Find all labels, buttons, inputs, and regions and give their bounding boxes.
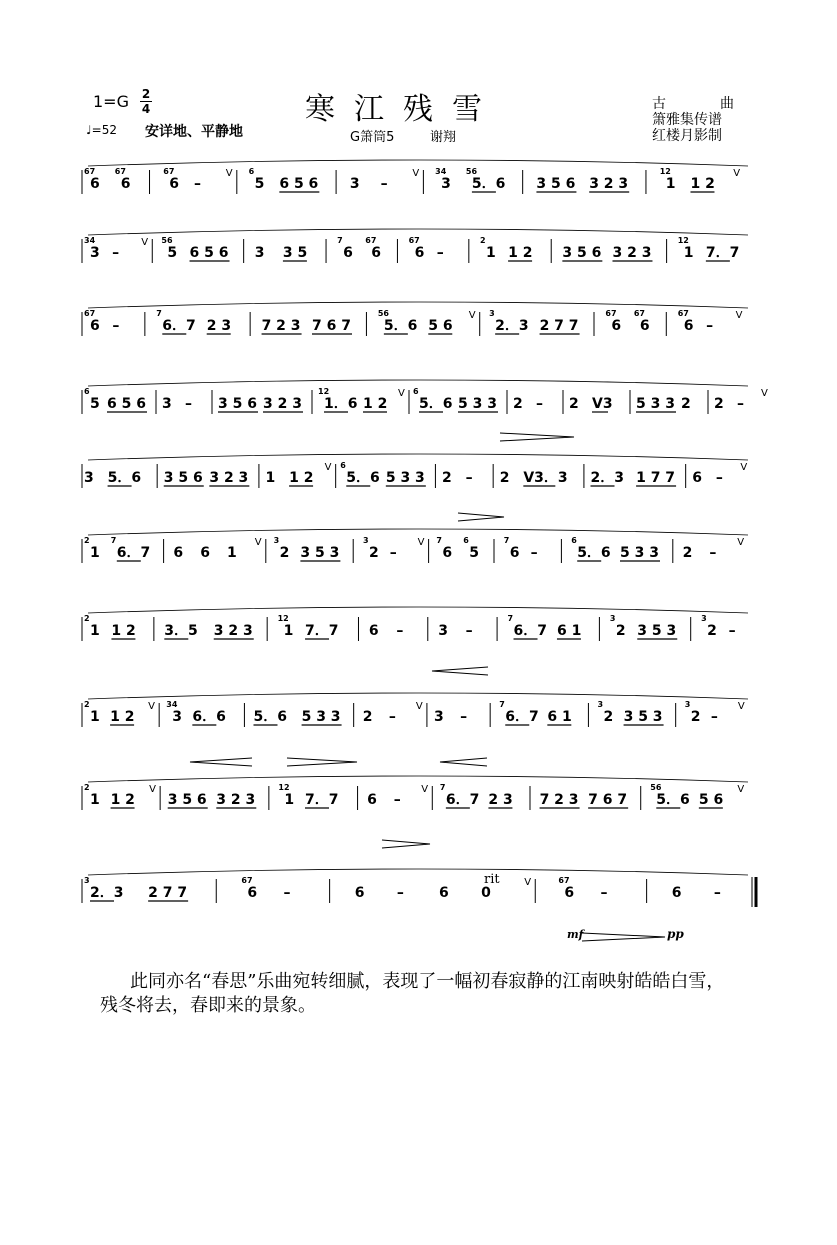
grace-note: 67 [558, 876, 570, 885]
key-signature: 1=G [93, 92, 129, 111]
slur [88, 302, 748, 308]
breath-mark: V [524, 877, 532, 888]
note-group: 2 3 [206, 318, 232, 334]
note-group: 3 2 3 [213, 623, 253, 639]
note-group: 2．3 [90, 885, 124, 901]
note-group: 6 [611, 318, 622, 334]
note-group: 1 2 [110, 709, 135, 725]
source-line-ancient: 古 曲 [652, 96, 734, 112]
breath-mark: V [733, 168, 741, 179]
grace-note: 6 [571, 536, 577, 545]
note-group: 6 5 6 [279, 176, 319, 192]
note-group: 6 [683, 318, 694, 334]
note-group: 3 5 6 [218, 396, 257, 412]
note-group: 5 3 3 [636, 396, 675, 412]
grace-note: 34 [435, 167, 447, 176]
note-group: 5．6 [253, 709, 287, 725]
note-group: 6 [509, 545, 520, 561]
note-group: 5．6 [346, 470, 380, 486]
grace-note: 7 [439, 783, 446, 792]
grace-note: 67 [84, 167, 96, 176]
note-group: 3 [90, 245, 100, 261]
note-group: 2 [362, 709, 373, 725]
note-group: V3．3 [523, 470, 568, 486]
note-group: 6 [367, 792, 377, 808]
note-group: 3 5 6 [562, 245, 602, 261]
note-group: 3 2 3 [612, 245, 652, 261]
note-group: 6 [169, 176, 180, 192]
breath-mark: V [149, 784, 156, 795]
note-group: 3 5 3 [623, 709, 663, 725]
grace-note: 34 [84, 236, 96, 245]
note-group: 3 5 6 [536, 176, 576, 192]
note-group: 2．3 [590, 470, 624, 486]
note-group: 1 2 [289, 470, 314, 486]
note-group: 2 [615, 623, 626, 639]
note-group: 6 [90, 176, 100, 192]
grace-note: 12 [277, 614, 289, 623]
note-group: – [530, 545, 538, 561]
note-group: 5 [167, 245, 178, 261]
grace-note: 67 [677, 309, 689, 318]
breath-mark: V [415, 701, 423, 712]
note-group: 6．7 [513, 623, 548, 639]
grace-note: 6 [463, 536, 469, 545]
note-group: 3 [254, 245, 265, 261]
tempo-marking: ♩=52 [86, 123, 117, 137]
slur [88, 607, 748, 613]
note-group: – [710, 709, 718, 725]
grace-note: 2 [84, 700, 90, 709]
note-group: 2 [279, 545, 290, 561]
breath-mark: V [468, 310, 476, 321]
slur [88, 693, 748, 699]
breath-mark: V [141, 237, 149, 248]
crescendo-hairpin [440, 758, 487, 766]
decrescendo-hairpin [382, 840, 430, 848]
grace-note: 3 [597, 700, 604, 709]
note-group: 6．7 [116, 545, 151, 561]
grace-note: 3 [84, 876, 90, 885]
note-group: 5．6 [656, 792, 690, 808]
note-group: 5．6 [419, 396, 453, 412]
source-line-tradition: 箫雅集传谱 [652, 112, 722, 128]
note-group: – [393, 792, 401, 808]
note-group: 2 [499, 470, 510, 486]
slur [88, 160, 748, 166]
note-group: 6 5 6 [107, 396, 146, 412]
grace-note: 3 [609, 614, 616, 623]
grace-note: 7 [156, 309, 162, 318]
breath-mark: V [417, 537, 425, 548]
grace-note: 6 [340, 461, 346, 470]
breath-mark: V [737, 784, 745, 795]
note-group: 6 [439, 885, 449, 901]
note-group: 5．6 [383, 318, 418, 334]
note-group: 1 [90, 545, 100, 561]
breath-mark: V [740, 462, 748, 473]
note-group: 6 [692, 470, 702, 486]
note-group: 5．6 [107, 470, 142, 486]
grace-note: 67 [408, 236, 420, 245]
slur [88, 229, 748, 235]
note-group: – [396, 623, 404, 639]
note-group: 2 [569, 396, 579, 412]
note-group: 3 2 3 [263, 396, 302, 412]
note-group: 3 2 3 [209, 470, 249, 486]
crescendo-hairpin [432, 667, 488, 675]
note-group: 5 3 3 [301, 709, 341, 725]
breath-mark: V [421, 784, 429, 795]
note-group: 1．6 [324, 396, 358, 412]
note-group: 2．3 [495, 318, 529, 334]
grace-note: 2 [479, 236, 486, 245]
note-group: 2 [603, 709, 614, 725]
note-group: 3 [441, 176, 451, 192]
grace-note: 56 [377, 309, 389, 318]
grace-note: 6 [84, 387, 90, 396]
note-group: – [737, 396, 744, 412]
note-group: 6 [671, 885, 682, 901]
breath-mark: V [148, 701, 156, 712]
note-group: 1 [90, 792, 100, 808]
note-group: 2 [707, 623, 717, 639]
note-group: 6 [247, 885, 258, 901]
note-group: – [709, 545, 717, 561]
breath-mark: V [254, 537, 262, 548]
note-group: 3 [84, 470, 94, 486]
breath-mark: V [398, 388, 405, 399]
decrescendo-hairpin [458, 513, 504, 521]
note-group: 1 [665, 176, 676, 192]
note-group: 5 [254, 176, 265, 192]
breath-mark: V [735, 310, 743, 321]
note-group: 2 [682, 545, 693, 561]
note-group: 7 2 3 [261, 318, 301, 334]
breath-mark: V [737, 537, 745, 548]
grace-note: 67 [114, 167, 126, 176]
note-group: – [706, 318, 714, 334]
note-group: – [460, 709, 468, 725]
note-group: 6 [354, 885, 365, 901]
grace-note: 67 [365, 236, 377, 245]
note-group: 5．6 [471, 176, 506, 192]
note-group: – [436, 245, 444, 261]
note-group: 3 [172, 709, 182, 725]
grace-note: 67 [84, 309, 96, 318]
note-group: 5 [469, 545, 479, 561]
dynamic-start: mf [567, 928, 584, 941]
breath-mark: V [225, 168, 233, 179]
note-group: – [536, 396, 543, 412]
grace-note: 3 [701, 614, 707, 623]
note-group: 2 3 [488, 792, 513, 808]
note-group: 1 [283, 623, 294, 639]
note-group: – [112, 245, 120, 261]
grace-note: 7 [499, 700, 505, 709]
note-group: 2 [513, 396, 523, 412]
slur [88, 776, 748, 782]
note-group: 1 [683, 245, 694, 261]
note-group: 3．5 [164, 623, 198, 639]
note-group: 3 5 3 [300, 545, 340, 561]
piece-title: 寒江残雪 [305, 92, 501, 127]
note-group: 6 [200, 545, 210, 561]
note-group: 1 [485, 245, 496, 261]
note-group: 1 2 [110, 792, 135, 808]
note-group: – [194, 176, 202, 192]
note-group: 6 [343, 245, 353, 261]
grace-note: 3 [273, 536, 280, 545]
grace-note: 2 [84, 614, 90, 623]
note-group: – [465, 470, 473, 486]
note-group: 1 [284, 792, 295, 808]
rit-marking: rit [484, 872, 500, 887]
note-group: 6．7 [445, 792, 480, 808]
note-group: 1 [90, 709, 100, 725]
note-group: 6．7 [162, 318, 196, 334]
note-group: 6 1 [556, 623, 582, 639]
note-group: V3 [592, 396, 613, 412]
grace-note: 7 [503, 536, 510, 545]
slur [88, 454, 748, 460]
note-group: 6 [368, 623, 379, 639]
slur [88, 380, 748, 386]
note-group: – [715, 470, 723, 486]
grace-note: 67 [633, 309, 645, 318]
note-group: 3 [434, 709, 444, 725]
note-group: 1 [265, 470, 276, 486]
note-group: 3 5 3 [637, 623, 677, 639]
grace-note: 67 [605, 309, 617, 318]
note-group: 0 [481, 885, 491, 901]
note-group: – [389, 545, 397, 561]
note-group: 6 [639, 318, 650, 334]
grace-note: 12 [659, 167, 671, 176]
note-group: 1 2 [690, 176, 715, 192]
note-group: – [380, 176, 388, 192]
decrescendo-hairpin [287, 758, 357, 766]
grace-note: 56 [465, 167, 478, 176]
note-group: 1 2 [508, 245, 533, 261]
note-group: 3 [162, 396, 172, 412]
grace-note: 12 [278, 783, 290, 792]
breath-mark: V [761, 388, 768, 399]
crescendo-hairpin [190, 758, 252, 766]
grace-note: 6 [248, 167, 255, 176]
note-group: – [112, 318, 120, 334]
breath-mark: V [737, 701, 745, 712]
grace-note: 2 [84, 536, 90, 545]
note-group: 5 6 [698, 792, 724, 808]
decrescendo-hairpin [500, 433, 574, 441]
breath-mark: V [324, 462, 332, 473]
breath-mark: V [412, 168, 420, 179]
note-group: 7．7 [305, 623, 339, 639]
note-group: 5 3 3 [385, 470, 425, 486]
grace-note: 3 [489, 309, 495, 318]
grace-note: 2 [84, 783, 90, 792]
source-line-producer: 红楼月影制 [652, 128, 722, 144]
grace-note: 56 [650, 783, 662, 792]
note-group: – [600, 885, 608, 901]
note-group: 3 [438, 623, 448, 639]
note-group: – [396, 885, 404, 901]
grace-note: 7 [337, 236, 343, 245]
note-group: 2 7 7 [539, 318, 579, 334]
grace-note: 7 [110, 536, 117, 545]
note-group: 5 3 3 [620, 545, 659, 561]
note-group: 2 7 7 [148, 885, 188, 901]
note-group: 7．7 [305, 792, 339, 808]
grace-note: 7 [436, 536, 442, 545]
grace-note: 34 [166, 700, 178, 709]
note-group: 2 [442, 470, 452, 486]
grace-note: 3 [363, 536, 369, 545]
note-group: 3 2 3 [216, 792, 256, 808]
note-group: 6 1 [547, 709, 572, 725]
note-group: 1 [227, 545, 237, 561]
expression-marking: 安详地、平静地 [145, 124, 243, 140]
note-group: – [283, 885, 291, 901]
note-group: 6 [442, 545, 453, 561]
note-group: – [465, 623, 473, 639]
note-group: 5 [90, 396, 100, 412]
note-group: 3 2 3 [589, 176, 629, 192]
note-group: 6 [414, 245, 425, 261]
note-group: 7．7 [705, 245, 740, 261]
note-group: 2 [690, 709, 701, 725]
time-signature-top: 2 [141, 87, 151, 101]
grace-note: 56 [161, 236, 173, 245]
instrument-label: G箫筒5 [350, 130, 395, 145]
note-group: 6．7 [505, 709, 539, 725]
note-group: 3 [349, 176, 360, 192]
note-group: 3 5 6 [163, 470, 203, 486]
slur [88, 529, 748, 535]
note-group: 1 2 [363, 396, 388, 412]
note-group: 7 2 3 [539, 792, 579, 808]
grace-note: 3 [684, 700, 691, 709]
note-group: 2 [681, 396, 691, 412]
grace-note: 67 [163, 167, 175, 176]
note-group: – [713, 885, 721, 901]
grace-note: 12 [677, 236, 689, 245]
dynamic-end: pp [667, 927, 684, 941]
note-group: 6．6 [192, 709, 226, 725]
note-group: 6 [120, 176, 131, 192]
grace-note: 12 [318, 387, 330, 396]
note-group: 3 5 [282, 245, 308, 261]
time-signature-bottom: 4 [141, 102, 151, 116]
note-group: 3 5 6 [167, 792, 207, 808]
note-group: 6 5 6 [189, 245, 229, 261]
note-group: 5 6 [428, 318, 453, 334]
grace-note: 67 [241, 876, 253, 885]
note-group: – [185, 396, 192, 412]
note-group: 1 2 [111, 623, 136, 639]
note-group: 6 [564, 885, 575, 901]
performer-name: 谢翔 [430, 130, 457, 145]
note-group: 5 3 3 [458, 396, 497, 412]
note-group: 7 6 7 [312, 318, 351, 334]
decrescendo-hairpin [582, 933, 665, 941]
note-group: – [728, 623, 736, 639]
slur [88, 869, 748, 875]
note-group: 1 7 7 [636, 470, 676, 486]
note-group: 2 [714, 396, 724, 412]
piece-description: 此同亦名“春思”乐曲宛转细腻，表现了一幅初春寂静的江南映射皓皓白雪，残冬将去，春即来的景象。 [100, 971, 725, 1016]
note-group: 1 [90, 623, 100, 639]
note-group: 6 [371, 245, 382, 261]
note-group: 6 [90, 318, 100, 334]
note-group: 5．6 [577, 545, 611, 561]
note-group: 6 [173, 545, 184, 561]
note-group: 2 [369, 545, 379, 561]
note-group: – [388, 709, 396, 725]
note-group: 7 6 7 [588, 792, 628, 808]
grace-note: 7 [507, 614, 514, 623]
grace-note: 6 [413, 387, 419, 396]
